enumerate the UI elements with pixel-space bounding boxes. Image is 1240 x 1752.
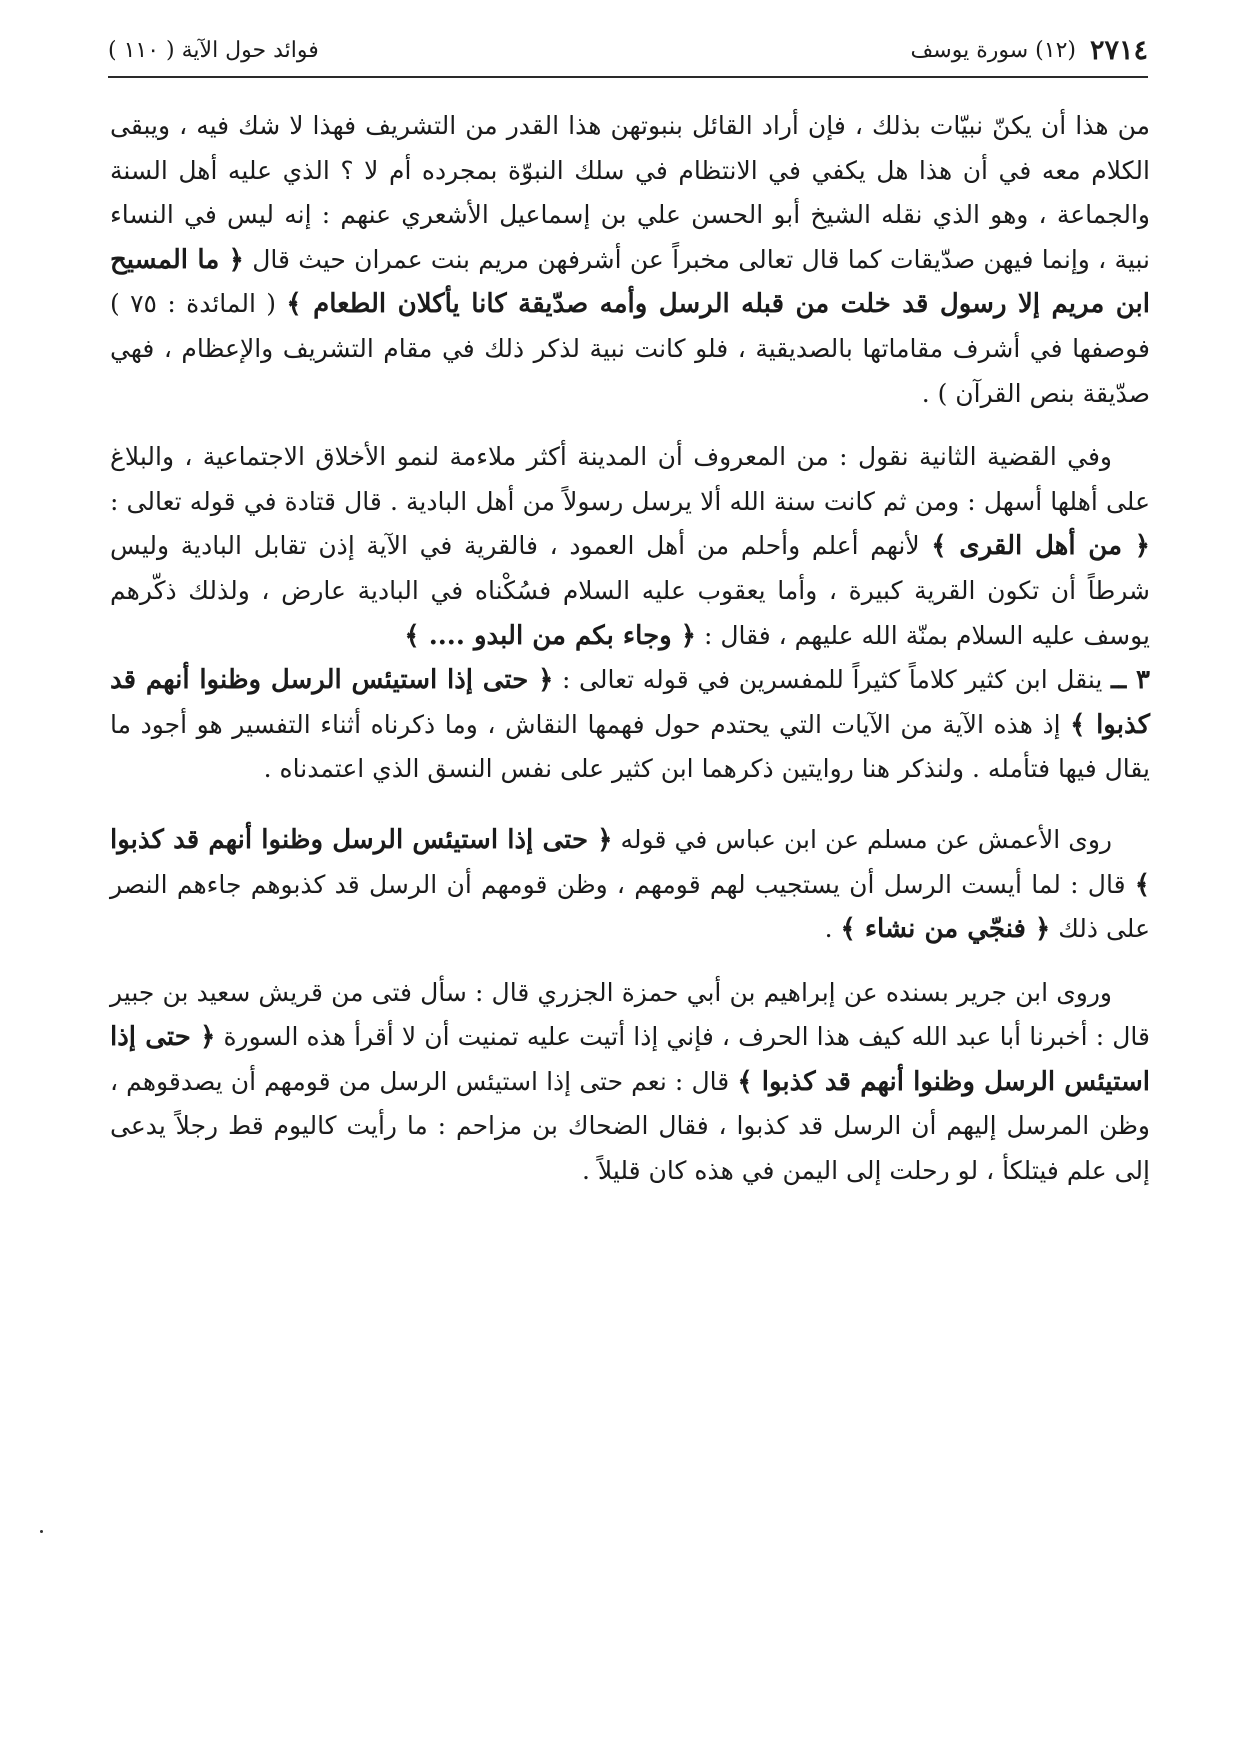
scan-speck xyxy=(40,1530,43,1533)
text-run: من هذا أن يكنّ نبيّات بذلك ، فإن أراد القائل بنبوتهن هذا القدر من التشريف فهذا لا شك فيه ، ويبقى الكلام معه في أن هذا هل يكفي في الانتظام في سلك النبوّة بمجرده أم لا ؟ الذي عليه أهل السنة والجماعة ، وهو الذي نقله الشيخ أبو الحسن علي بن إسماعيل الأشعري عنهم : إنه ليس في النساء نبية ، وإنما فيهن صدّيقات كما قال تعالى مخبراً عن أشرفهن مريم بنت عمران حيث قال xyxy=(110,111,1150,274)
quran-quote: ﴿ من أهل القرى ﴾ xyxy=(931,531,1150,562)
quran-quote: ﴿ حتى إذا استيئس الرسل وظنوا أنهم قد كذبوا ﴾ xyxy=(110,1022,1150,1097)
paragraph xyxy=(110,818,1150,952)
text-run: إذ هذه الآية من الآيات التي يحتدم حول فهمها النقاش ، وما ذكرناه أثناء التفسير هو أجود ما يقال فيها فتأمله . ولنذكر هنا روايتين ذكرهما ابن كثير على نفس النسق الذي اعتمدناه . xyxy=(110,709,1150,784)
text-run: وفي القضية الثانية نقول : من المعروف أن المدينة أكثر ملاءمة لنمو الأخلاق الاجتماعية ، والبلاغ على أهلها أسهل : ومن ثم كانت سنة الله ألا يرسل رسولاً من أهل البادية . قال قتادة في قوله تعالى : xyxy=(110,442,1150,516)
page-header xyxy=(108,30,1148,70)
quran-quote: ﴿ فنجّي من نشاء ﴾ xyxy=(840,914,1051,945)
text-run: . xyxy=(824,914,841,944)
text-run: ينقل ابن كثير كلاماً كثيراً للمفسرين في قوله تعالى : xyxy=(553,665,1112,695)
paragraph xyxy=(110,435,1150,658)
section-title: فوائد حول الآية ( ١١٠ ) xyxy=(108,37,319,63)
header-divider xyxy=(108,76,1148,78)
quran-quote: ﴿ وجاء بكم من البدو .... ﴾ xyxy=(404,620,696,651)
paragraph xyxy=(110,658,1150,792)
text-run: لأنهم أعلم وأحلم من أهل العمود ، فالقرية في الآية إذن تقابل البادية وليس شرطاً أن تكون القرية كبيرة ، وأما يعقوب عليه السلام فسُكْناه في البادية عارض ، ولذلك ذكّرهم يوسف عليه السلام بمنّة الله عليهم ، فقال : xyxy=(110,531,1150,650)
text-run: قال : لما أيست الرسل أن يستجيب لهم قومهم ، وظن قومهم أن الرسل قد كذبوهم جاءهم النصر على ذلك xyxy=(110,869,1150,944)
quran-quote: ٣ ــ xyxy=(1111,665,1150,696)
surah-title: (١٢) سورة يوسف xyxy=(910,37,1076,63)
paragraph xyxy=(110,971,1150,1194)
body-text xyxy=(110,104,1150,1194)
quran-quote: ﴿ ما المسيح ابن مريم إلا رسول قد خلت من قبله الرسل وأمه صدّيقة كانا يأكلان الطعام ﴾ xyxy=(110,244,1151,320)
paragraph xyxy=(110,104,1150,416)
text-run: ( المائدة : ٧٥ ) فوصفها في أشرف مقاماتها بالصديقية ، فلو كانت نبية لذكر ذلك في مقام التشريف والإعظام ، فهي صدّيقة بنص القرآن ) . xyxy=(110,289,1150,408)
page-number: ٢٧١٤ xyxy=(1089,34,1148,66)
quran-quote: ﴿ حتى إذا استيئس الرسل وظنوا أنهم قد كذبوا ﴾ xyxy=(110,665,1150,740)
text-run: وروى ابن جرير بسنده عن إبراهيم بن أبي حمزة الجزري قال : سأل فتى من قريش سعيد بن جبير قال : أخبرنا أبا عبد الله كيف هذا الحرف ، فإني إذا أتيت عليه تمنيت أن لا أقرأ هذه السورة xyxy=(110,977,1150,1052)
text-run: روى الأعمش عن مسلم عن ابن عباس في قوله xyxy=(612,824,1112,854)
header-right-group xyxy=(911,35,1148,66)
text-run: قال : نعم حتى إذا استيئس الرسل من قومهم أن يصدقوهم ، وظن المرسل إليهم أن الرسل قد كذبوا ، فقال الضحاك بن مزاحم : ما رأيت كاليوم قط رجلاً يدعى إلى علم فيتلكأ ، لو رحلت إلى اليمن في هذه كان قليلاً . xyxy=(110,1066,1150,1186)
quran-quote: ﴿ حتى إذا استيئس الرسل وظنوا أنهم قد كذبوا ﴾ xyxy=(110,824,1150,900)
